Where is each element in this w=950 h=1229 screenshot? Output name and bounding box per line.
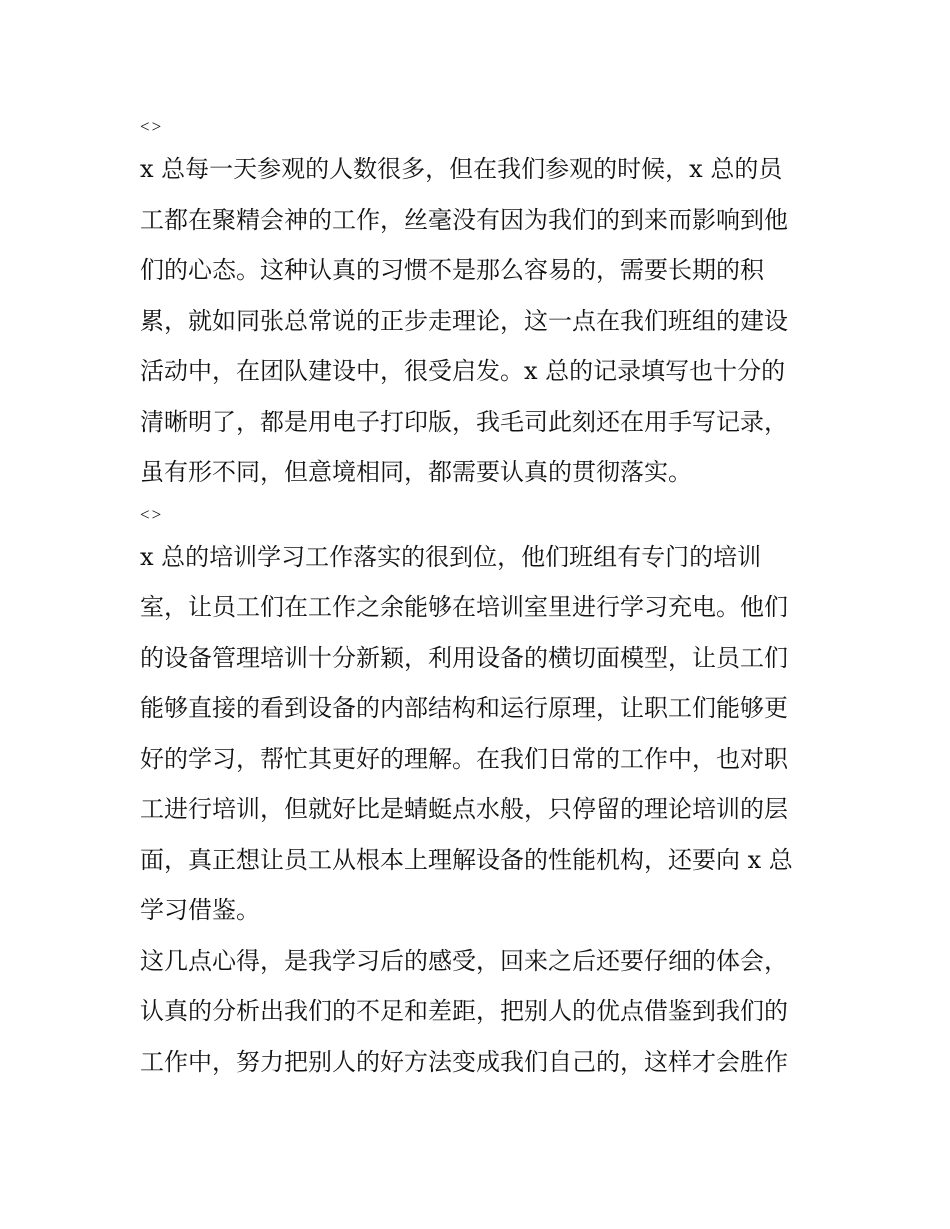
text-line: 清晰明了，都是用电子打印版，我毛司此刻还在用手写记录， (140, 407, 788, 436)
paragraph (140, 936, 820, 1088)
text-line: x 总的培训学习工作落实的很到位，他们班组有专门的培训 (140, 542, 762, 571)
text-line: 虽有形不同，但意境相同，都需要认真的贯彻落实。 (140, 458, 692, 486)
text-line: 能够直接的看到设备的内部结构和运行原理，让职工们能够更 (140, 694, 788, 722)
document-body (140, 110, 820, 1087)
text-line: 认真的分析出我们的不足和差距，把别人的优点借鉴到我们的 (140, 997, 788, 1025)
section-marker: <> (140, 504, 164, 524)
text-line: 工进行培训，但就好比是蜻蜓点水般，只停留的理论培训的层 (140, 795, 788, 823)
paragraph (140, 144, 820, 498)
section-marker: <> (140, 117, 164, 136)
text-line: 活动中，在团队建设中，很受启发。x 总的记录填写也十分的 (140, 357, 786, 385)
text-line: 累，就如同张总常说的正步走理论，这一点在我们班组的建设 (140, 306, 788, 335)
text-line: 好的学习，帮忙其更好的理解。在我们日常的工作中，也对职 (140, 744, 788, 773)
text-line: 面，真正想让员工从根本上理解设备的性能机构，还要向 x 总 (140, 845, 793, 874)
text-line: 工作中，努力把别人的好方法变成我们自己的，这样才会胜作 (140, 1047, 788, 1076)
paragraph (140, 532, 820, 936)
text-line: 工都在聚精会神的工作，丝毫没有因为我们的到来而影响到他 (140, 205, 788, 234)
text-line: 们的心态。这种认真的习惯不是那么容易的，需要长期的积 (140, 256, 764, 284)
text-line: 学习借鉴。 (140, 896, 260, 924)
text-line: 室，让员工们在工作之余能够在培训室里进行学习充电。他们 (140, 593, 788, 621)
text-line: 这几点心得，是我学习后的感受，回来之后还要仔细的体会， (140, 946, 788, 975)
text-line: 的设备管理培训十分新颖，利用设备的横切面模型，让员工们 (140, 643, 788, 672)
text-line: x 总每一天参观的人数很多，但在我们参观的时候，x 总的员 (140, 155, 783, 183)
